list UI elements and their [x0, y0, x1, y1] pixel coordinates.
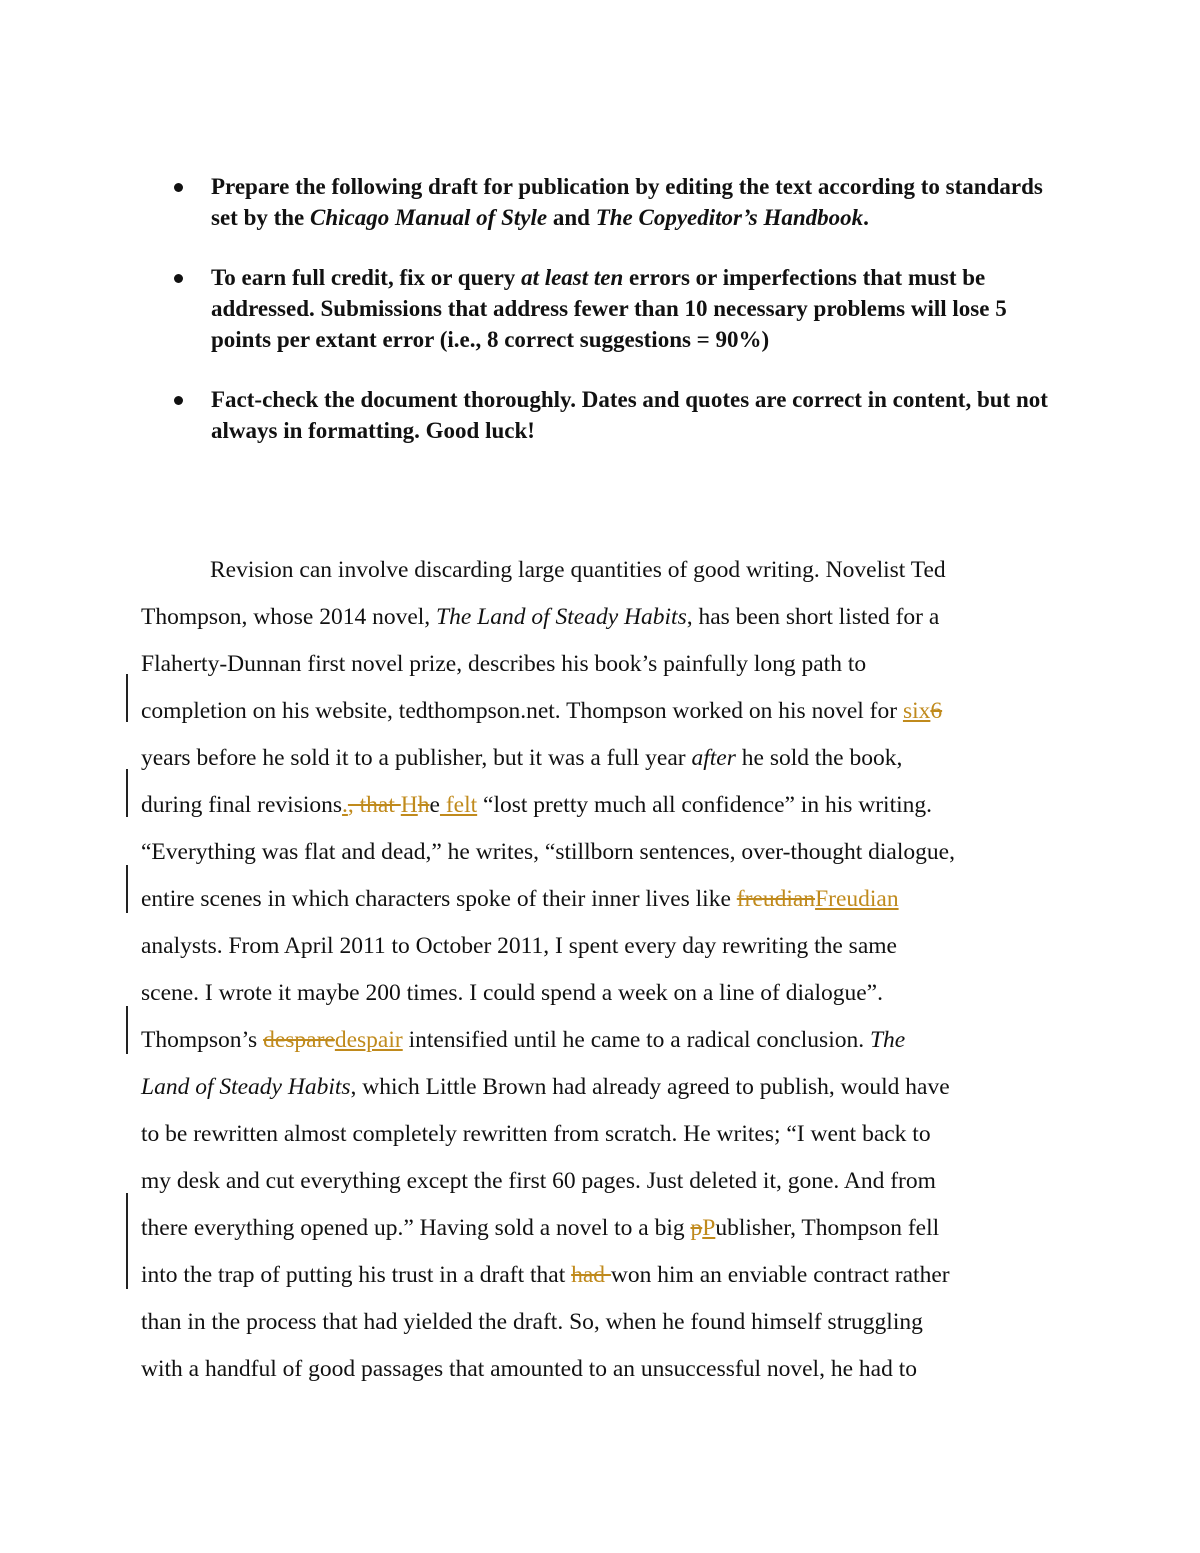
instruction-item	[168, 171, 1068, 233]
text-line	[141, 1299, 1071, 1346]
text-line	[141, 547, 1071, 594]
bullet-icon	[174, 396, 183, 405]
instruction-text: Prepare the following draft for publication by editing the text according to standards set by the	[211, 174, 1043, 230]
text-line	[141, 1158, 1071, 1205]
text-line	[141, 1205, 1071, 1252]
text-line	[141, 641, 1071, 688]
change-bar	[126, 769, 128, 817]
text-run: years before he sold it to a publisher, but it was a full year	[141, 745, 692, 771]
text-run: won him an enviable contract rather	[610, 1262, 950, 1288]
bullet-icon	[174, 183, 183, 192]
tracked-deletion[interactable]: h	[417, 792, 430, 818]
text-run: completion on his website, tedthompson.net. Thompson worked on his novel for	[141, 698, 903, 724]
text-run: “lost pretty much all confidence” in his writing.	[477, 792, 933, 818]
novel-title: The	[869, 1027, 906, 1053]
tracked-deletion[interactable]: had	[571, 1262, 611, 1288]
text-line	[141, 735, 1071, 782]
text-run: analysts. From April 2011 to October 2011, I spent every day rewriting the same	[141, 933, 897, 959]
tracked-deletion[interactable]: freudian	[736, 886, 816, 912]
tracked-insertion[interactable]: P	[702, 1215, 716, 1241]
tracked-deletion[interactable]: 6	[930, 698, 943, 724]
tracked-insertion[interactable]: felt	[439, 792, 478, 818]
text-run: to be rewritten almost completely rewritten from scratch. He writes; “I went back to	[141, 1121, 931, 1147]
text-run: than in the process that had yielded the draft. So, when he found himself struggling	[141, 1309, 923, 1335]
text-run: “Everything was flat and dead,” he writes, “stillborn sentences, over-thought dialogue,	[141, 839, 955, 865]
text-emphasis: after	[691, 745, 736, 771]
text-run: ublisher, Thompson fell	[715, 1215, 940, 1241]
change-bar	[126, 1006, 128, 1054]
tracked-deletion[interactable]: despare	[263, 1027, 335, 1053]
text-line	[141, 594, 1071, 641]
novel-title: Land of Steady Habits	[141, 1074, 351, 1100]
tracked-insertion[interactable]: Freudian	[815, 886, 899, 912]
tracked-deletion[interactable]: p	[690, 1215, 703, 1241]
text-run: my desk and cut everything except the first 60 pages. Just deleted it, gone. And from	[141, 1168, 936, 1194]
text-run: Flaherty-Dunnan first novel prize, describes his book’s painfully long path to	[141, 651, 867, 677]
text-line	[141, 923, 1071, 970]
text-line	[141, 1252, 1071, 1299]
text-line	[141, 782, 1071, 829]
tracked-insertion[interactable]: .	[342, 792, 348, 818]
text-run: into the trap of putting his trust in a draft that	[141, 1262, 572, 1288]
text-line	[141, 970, 1071, 1017]
instruction-text: Fact-check the document thoroughly. Dates and quotes are correct in content, but not always in formatting. Good luck!	[211, 387, 1048, 443]
change-bar	[126, 674, 128, 722]
text-run: entire scenes in which characters spoke of their inner lives like	[141, 886, 737, 912]
tracked-insertion[interactable]: despair	[334, 1027, 403, 1053]
novel-title: The Land of Steady Habits	[436, 604, 687, 630]
text-run: Thompson’s	[141, 1027, 264, 1053]
book-title-chicago: Chicago Manual of Style	[310, 205, 548, 230]
bullet-icon	[174, 274, 183, 283]
instruction-item	[168, 384, 1068, 446]
text-run: he sold the book,	[735, 745, 903, 771]
change-bar	[126, 865, 128, 913]
text-run: during final revisions	[141, 792, 343, 818]
instruction-text: To earn full credit, fix or query	[211, 265, 522, 290]
instruction-text: errors or imperfections that must be addressed. Submissions that address fewer than 10 necessary problems will lose 5 points per extant error (i.e., 8 correct suggestions = 90%)	[211, 265, 1007, 352]
text-line	[141, 688, 1071, 735]
text-run: e	[429, 792, 440, 818]
instruction-emphasis: at least ten	[521, 265, 624, 290]
tracked-deletion[interactable]: , that	[347, 792, 401, 818]
text-run: intensified until he came to a radical conclusion.	[402, 1027, 870, 1053]
text-line	[141, 1111, 1071, 1158]
instructions-list	[168, 171, 1068, 475]
text-line	[141, 876, 1071, 923]
text-line	[141, 1346, 1071, 1393]
text-run: Revision can involve discarding large quantities of good writing. Novelist Ted	[210, 557, 946, 583]
text-run: there everything opened up.” Having sold a novel to a big	[141, 1215, 691, 1241]
instruction-text: .	[863, 205, 869, 230]
text-run: Thompson, whose 2014 novel,	[141, 604, 437, 630]
tracked-insertion[interactable]: H	[400, 792, 418, 818]
instruction-item	[168, 262, 1068, 355]
text-run: , has been short listed for a	[686, 604, 940, 630]
change-bar	[126, 1193, 128, 1289]
draft-paragraph	[141, 547, 1071, 1393]
text-run: scene. I wrote it maybe 200 times. I could spend a week on a line of dialogue”.	[141, 980, 883, 1006]
text-line	[141, 829, 1071, 876]
text-line	[141, 1017, 1071, 1064]
text-run: with a handful of good passages that amounted to an unsuccessful novel, he had to	[141, 1356, 917, 1382]
text-line	[141, 1064, 1071, 1111]
book-title-copyeditor: The Copyeditor’s Handbook	[595, 205, 864, 230]
tracked-insertion[interactable]: six	[902, 698, 931, 724]
text-run: , which Little Brown had already agreed to publish, would have	[350, 1074, 950, 1100]
instruction-text: and	[547, 205, 596, 230]
